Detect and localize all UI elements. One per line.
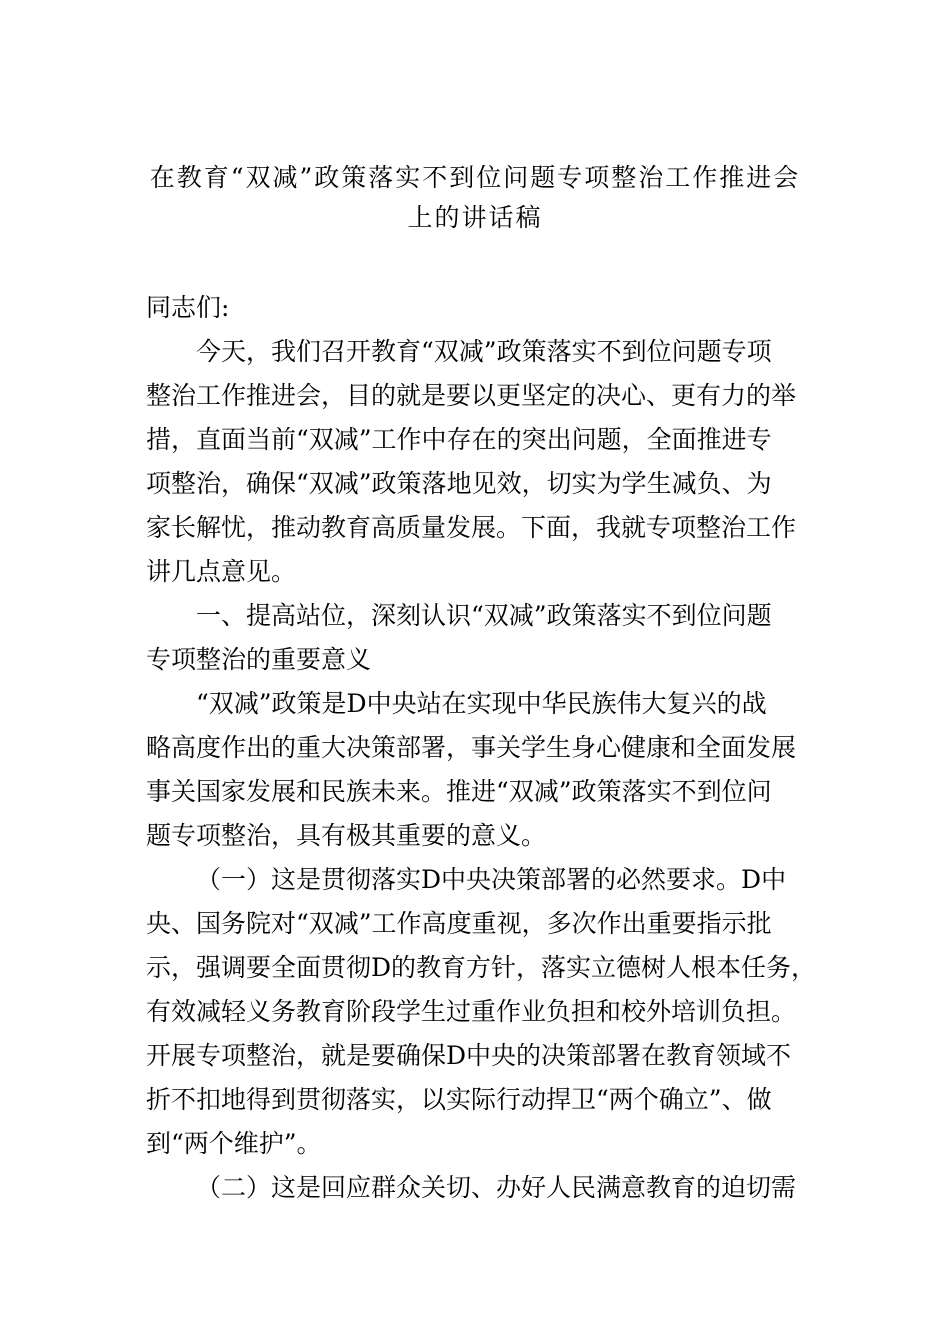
paragraph-line: 央、国务院对“双减”工作高度重视，多次作出重要指示批: [146, 909, 772, 938]
paragraph-line: 事关国家发展和民族未来。推进“双减”政策落实不到位问: [146, 777, 772, 806]
paragraph-line: 讲几点意见。: [146, 557, 297, 586]
section-heading-line: 一、提高站位，深刻认识“双减”政策落实不到位问题: [196, 601, 772, 630]
salutation: 同志们:: [146, 293, 230, 322]
paragraph-line: “双减”政策是D中央站在实现中华民族伟大复兴的战: [196, 689, 767, 718]
paragraph-line: （一）这是贯彻落实D中央决策部署的必然要求。D中: [196, 865, 787, 894]
paragraph-line: 折不扣地得到贯彻落实，以实际行动捍卫“两个确立”、做: [146, 1085, 772, 1114]
paragraph-line: 家长解忧，推动教育高质量发展。下面，我就专项整治工作: [146, 513, 797, 542]
document-title-line-2: 上的讲话稿: [407, 203, 543, 232]
paragraph-line: （二）这是回应群众关切、办好人民满意教育的迫切需: [196, 1173, 797, 1202]
paragraph-line: 措，直面当前“双减”工作中存在的突出问题，全面推进专: [146, 425, 772, 454]
paragraph-line: 开展专项整治，就是要确保D中央的决策部署在教育领域不: [146, 1041, 792, 1070]
paragraph-line: 到“两个维护”。: [146, 1129, 322, 1158]
paragraph-line: 今天，我们召开教育“双减”政策落实不到位问题专项: [196, 337, 772, 366]
paragraph-line: 示，强调要全面贯彻D的教育方针，落实立德树人根本任务，: [146, 953, 817, 982]
section-heading-line: 专项整治的重要意义: [146, 645, 372, 674]
paragraph-line: 题专项整治，具有极其重要的意义。: [146, 821, 547, 850]
paragraph-line: 整治工作推进会，目的就是要以更坚定的决心、更有力的举: [146, 381, 797, 410]
document-title-line-1: 在教育“双减”政策落实不到位问题专项整治工作推进会: [149, 163, 801, 192]
paragraph-line: 略高度作出的重大决策部署，事关学生身心健康和全面发展: [146, 733, 797, 762]
paragraph-line: 项整治，确保“双减”政策落地见效，切实为学生减负、为: [146, 469, 772, 498]
paragraph-line: 有效减轻义务教育阶段学生过重作业负担和校外培训负担。: [146, 997, 797, 1026]
